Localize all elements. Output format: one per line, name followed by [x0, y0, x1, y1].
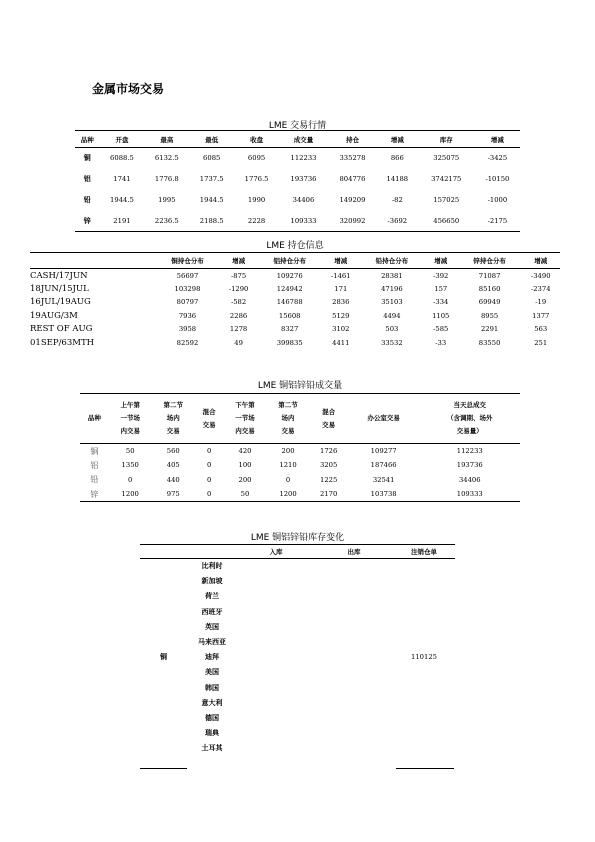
trade-cell: 149209	[339, 196, 366, 204]
stock-in-cell	[237, 695, 315, 710]
metal-name: 铅	[90, 475, 99, 485]
stock-table-row	[140, 559, 455, 574]
stock-in-cell	[237, 619, 315, 634]
trade-header-cell: 收盘	[234, 131, 279, 148]
volume-cell: 1200	[267, 487, 310, 502]
metal-name: 铜	[83, 154, 91, 163]
volume-header-cell: 当天总成交 （含调期、场外 交易量）	[420, 394, 520, 444]
position-cell: -1461	[330, 271, 351, 280]
position-header-cell: 增减	[521, 253, 560, 269]
position-table-row	[30, 323, 560, 337]
stock-left-rule	[140, 768, 187, 769]
stock-header-cell	[187, 545, 237, 559]
trade-cell: 804776	[339, 175, 366, 183]
position-cell: 8955	[480, 311, 499, 320]
position-cell: 4494	[383, 311, 401, 320]
volume-cell: 0	[206, 475, 212, 484]
trade-table-row	[75, 211, 520, 232]
position-cell: 1377	[532, 311, 550, 320]
volume-table-row	[80, 473, 520, 488]
position-cell: 3958	[178, 325, 197, 334]
trade-cell: 6095	[247, 154, 266, 163]
position-cell: -2374	[530, 284, 551, 293]
position-cell: 28381	[381, 271, 403, 280]
stock-table-row	[140, 589, 455, 604]
stock-in-cell	[237, 726, 315, 741]
cancelled-warrant-cell	[393, 589, 455, 604]
stock-table-row	[140, 726, 455, 741]
position-cell: 33532	[381, 338, 403, 347]
position-cell: 56697	[176, 271, 199, 280]
position-cell: 69949	[478, 298, 501, 307]
trade-header-cell: 品种	[75, 131, 100, 148]
position-cell: -33	[435, 338, 447, 347]
stock-in-cell	[237, 589, 315, 604]
stock-out-cell	[315, 665, 393, 680]
position-cell: 85160	[478, 284, 501, 293]
stock-table-row	[140, 741, 455, 756]
volume-cell: 440	[166, 475, 180, 484]
stock-out-cell	[315, 650, 393, 665]
position-cell: 15608	[278, 311, 301, 320]
volume-table	[80, 393, 520, 502]
cancelled-warrant-cell	[393, 741, 455, 756]
trade-cell: 193736	[290, 175, 317, 183]
trade-cell: 2188.5	[189, 211, 234, 232]
warehouse-location: 美国	[205, 668, 219, 677]
volume-cell: 193736	[456, 461, 483, 470]
position-cell: 47196	[381, 284, 403, 293]
stock-table-row	[140, 634, 455, 649]
volume-cell: 109333	[420, 487, 520, 502]
volume-table-row	[80, 458, 520, 473]
stock-table-title: LME 铜铝锌铅库存变化	[250, 533, 345, 543]
position-cell: 8327	[281, 325, 299, 334]
trade-cell: 14188	[386, 175, 409, 183]
position-header-cell: 增减	[219, 253, 257, 269]
stock-in-cell	[237, 634, 315, 649]
warehouse-location: 意大利	[201, 698, 223, 707]
stock-table-row	[140, 680, 455, 695]
stock-in-cell	[237, 680, 315, 695]
trade-cell: -1000	[487, 196, 508, 204]
warehouse-location: 比利时	[201, 562, 223, 571]
volume-cell: 1726	[320, 447, 338, 455]
stock-table-row	[140, 665, 455, 680]
volume-cell: 1350	[121, 461, 139, 470]
volume-header-cell: 品种	[80, 394, 109, 444]
trade-table-row	[75, 190, 520, 211]
position-header-cell: 铝持仓分布	[258, 253, 322, 269]
volume-cell: 34406	[458, 475, 481, 484]
warehouse-location: 土耳其	[201, 744, 223, 753]
stock-out-cell	[315, 695, 393, 710]
position-header-cell	[30, 253, 156, 269]
position-cell: -19	[535, 298, 547, 307]
position-cell: 2286	[229, 311, 248, 320]
volume-cell: 560	[166, 447, 180, 455]
trade-cell: -82	[391, 196, 403, 204]
trade-table-title: LME 交易行情	[268, 121, 327, 131]
warehouse-location: 迪拜	[205, 653, 219, 662]
trade-cell: 6085	[203, 154, 221, 163]
volume-cell: 112233	[456, 447, 483, 455]
volume-cell: 3205	[320, 461, 338, 470]
cancelled-warrant-cell	[393, 634, 455, 649]
position-header-cell: 增减	[424, 253, 458, 269]
stock-table-row	[140, 695, 455, 710]
stock-out-cell	[315, 634, 393, 649]
stock-in-cell	[237, 741, 315, 756]
cancelled-warrant-cell: 110125	[411, 653, 437, 662]
trade-table	[75, 130, 520, 232]
position-cell: 563	[534, 325, 548, 334]
volume-cell: 0	[285, 475, 291, 484]
cancelled-warrant-cell	[393, 559, 455, 574]
trade-cell: -3692	[377, 211, 418, 232]
trade-cell: 320992	[328, 211, 377, 232]
volume-cell: 1210	[279, 461, 297, 470]
trade-cell: 1944.5	[110, 196, 134, 204]
volume-cell: 1200	[109, 487, 152, 502]
stock-out-cell	[315, 741, 393, 756]
trade-cell: 325075	[433, 154, 460, 163]
stock-in-cell	[237, 665, 315, 680]
volume-header-cell: 办公室交易	[348, 394, 420, 444]
contract-period: CASH/17JUN	[30, 270, 88, 281]
position-table-row	[30, 282, 560, 296]
trade-header-cell: 最高	[144, 131, 189, 148]
trade-cell: 2228	[234, 211, 279, 232]
position-cell: -3490	[530, 271, 551, 280]
position-cell: 171	[334, 284, 348, 293]
stock-header-cell: 入库	[237, 545, 315, 559]
trade-header-cell: 持仓	[328, 131, 377, 148]
stock-table-row	[140, 710, 455, 725]
position-table-row	[30, 336, 560, 350]
position-cell: 49	[234, 338, 243, 347]
warehouse-location: 德国	[205, 713, 219, 722]
position-cell: 2291	[480, 325, 499, 334]
trade-cell: 3742175	[431, 175, 462, 183]
trade-cell: 1737.5	[199, 175, 224, 183]
contract-period: 18JUN/15JUL	[30, 283, 89, 294]
trade-cell: 1776.8	[154, 175, 179, 183]
warehouse-location: 韩国	[205, 683, 219, 692]
stock-out-cell	[315, 559, 393, 574]
volume-table-row	[80, 487, 520, 502]
trade-cell: 1944.5	[199, 196, 224, 204]
trade-cell: -2175	[475, 211, 520, 232]
volume-cell: 0	[128, 475, 133, 484]
stock-out-cell	[315, 574, 393, 589]
trade-header-cell: 增减	[475, 131, 520, 148]
position-cell: 2836	[332, 298, 350, 307]
stock-out-cell	[315, 604, 393, 619]
cancelled-warrant-cell	[393, 726, 455, 741]
stock-in-cell	[237, 604, 315, 619]
trade-header-cell: 库存	[418, 131, 475, 148]
volume-cell: 0	[195, 487, 224, 502]
contract-period: 19AUG/3M	[30, 310, 78, 321]
stock-in-cell	[237, 650, 315, 665]
warehouse-location: 荷兰	[205, 592, 219, 601]
volume-cell: 420	[238, 447, 252, 455]
volume-header-cell: 混合 交易	[310, 394, 348, 444]
volume-cell: 100	[238, 461, 252, 470]
page-title: 金属市场交易	[92, 82, 165, 96]
stock-header-cell: 注销仓单	[393, 545, 455, 559]
trade-cell: -10150	[485, 175, 510, 183]
trade-cell: 2191	[100, 211, 145, 232]
position-cell: -334	[433, 298, 449, 307]
warehouse-location: 瑞典	[205, 729, 219, 738]
position-header-cell: 锌持仓分布	[458, 253, 522, 269]
stock-header-cell	[140, 545, 187, 559]
cancelled-warrant-cell	[393, 710, 455, 725]
volume-table-title: LME 铜铝锌铅成交量	[257, 381, 343, 391]
stock-out-cell	[315, 619, 393, 634]
warehouse-location: 马来西亚	[198, 638, 226, 647]
position-cell: 4411	[332, 338, 350, 347]
position-table-title: LME 持仓信息	[266, 241, 324, 251]
position-table-row	[30, 309, 560, 323]
trade-cell: 109333	[279, 211, 328, 232]
cancelled-warrant-cell	[393, 619, 455, 634]
position-cell: -392	[433, 271, 449, 280]
trade-cell: 2236.5	[144, 211, 189, 232]
warehouse-location: 西班牙	[201, 607, 223, 616]
position-cell: 83550	[478, 338, 501, 347]
volume-cell: 32541	[372, 475, 395, 484]
trade-header-cell: 成交量	[279, 131, 328, 148]
position-cell: 103298	[174, 284, 201, 293]
position-cell: 251	[534, 338, 548, 347]
metal-name: 锌	[75, 211, 100, 232]
position-cell: -875	[230, 271, 247, 280]
trade-header-cell: 最低	[189, 131, 234, 148]
position-cell: 82592	[176, 338, 199, 347]
position-cell: 1278	[229, 325, 248, 334]
trade-cell: 335278	[339, 154, 366, 163]
trade-cell: 1995	[158, 196, 176, 204]
volume-cell: 187466	[370, 461, 397, 470]
cancelled-warrant-cell	[393, 574, 455, 589]
volume-cell: 50	[125, 447, 135, 455]
volume-header-cell: 第二节 场内 交易	[267, 394, 310, 444]
stock-header-cell: 出库	[315, 545, 393, 559]
trade-cell: 1990	[247, 196, 266, 204]
contract-period: REST OF AUG	[30, 324, 93, 335]
trade-cell: 1741	[113, 175, 131, 183]
cancelled-warrant-cell	[393, 695, 455, 710]
volume-header-cell: 上午第 一节场 内交易	[109, 394, 152, 444]
position-cell: 157	[434, 284, 448, 293]
position-cell: 7936	[178, 311, 197, 320]
volume-cell: 2170	[310, 487, 348, 502]
position-cell: 5129	[332, 311, 350, 320]
position-cell: -582	[230, 298, 247, 307]
volume-cell: 50	[223, 487, 266, 502]
position-table	[30, 252, 560, 350]
position-cell: 35103	[381, 298, 403, 307]
stock-table	[140, 544, 455, 756]
cancelled-warrant-cell	[393, 604, 455, 619]
trade-header-cell: 开盘	[100, 131, 145, 148]
position-cell: 71087	[478, 271, 501, 280]
position-header-cell: 铅持仓分布	[360, 253, 424, 269]
position-cell: -585	[433, 325, 449, 334]
stock-out-cell	[315, 726, 393, 741]
trade-cell: 6132.5	[154, 154, 179, 163]
trade-header-cell: 增减	[377, 131, 418, 148]
position-cell: -1290	[228, 284, 249, 293]
position-cell: 3102	[332, 325, 350, 334]
volume-cell: 975	[152, 487, 195, 502]
volume-header-cell: 混合 交易	[195, 394, 224, 444]
stock-table-row	[140, 604, 455, 619]
position-cell: 109276	[276, 271, 303, 280]
metal-name: 铝	[90, 460, 99, 470]
volume-cell: 0	[206, 447, 212, 455]
volume-cell: 103738	[348, 487, 420, 502]
position-table-row	[30, 296, 560, 310]
position-cell: 80797	[176, 298, 199, 307]
contract-period: 01SEP/63MTH	[30, 337, 95, 348]
stock-right-rule	[396, 768, 454, 769]
stock-table-row	[140, 574, 455, 589]
stock-out-cell	[315, 710, 393, 725]
trade-cell: 6088.5	[110, 154, 134, 163]
volume-cell: 200	[238, 475, 252, 484]
metal-name: 铜	[160, 653, 167, 662]
metal-name: 铅	[83, 196, 91, 204]
stock-table-row	[140, 650, 455, 665]
metal-name: 铝	[83, 175, 91, 183]
metal-name: 锌	[80, 487, 109, 502]
volume-table-row	[80, 444, 520, 459]
warehouse-location: 新加坡	[201, 577, 223, 586]
volume-cell: 109277	[370, 447, 397, 455]
trade-table-row	[75, 148, 520, 169]
volume-header-cell: 第二节 场内 交易	[152, 394, 195, 444]
metal-name: 铜	[90, 446, 99, 456]
volume-header-cell: 下午第 一节场 内交易	[223, 394, 266, 444]
trade-cell: 1776.5	[244, 175, 269, 183]
volume-cell: 405	[166, 461, 180, 470]
cancelled-warrant-cell	[393, 680, 455, 695]
position-cell: 503	[385, 325, 399, 334]
trade-table-row	[75, 169, 520, 190]
trade-cell: 112233	[290, 154, 317, 163]
stock-out-cell	[315, 589, 393, 604]
trade-cell: 456650	[418, 211, 475, 232]
position-cell: 124942	[276, 284, 303, 293]
stock-in-cell	[237, 559, 315, 574]
stock-out-cell	[315, 680, 393, 695]
stock-in-cell	[237, 574, 315, 589]
position-header-cell: 增减	[322, 253, 360, 269]
cancelled-warrant-cell	[393, 665, 455, 680]
trade-cell: -3425	[487, 154, 508, 163]
position-cell: 399835	[276, 338, 303, 347]
stock-table-row	[140, 619, 455, 634]
position-cell: 146788	[276, 298, 303, 307]
volume-cell: 1225	[320, 475, 338, 484]
stock-in-cell	[237, 710, 315, 725]
trade-cell: 866	[390, 154, 404, 163]
trade-cell: 34406	[292, 196, 315, 204]
position-table-row	[30, 269, 560, 283]
warehouse-location: 英国	[205, 622, 219, 631]
contract-period: 16JUL/19AUG	[30, 297, 91, 308]
volume-cell: 200	[281, 447, 295, 455]
volume-cell: 0	[206, 461, 212, 470]
position-header-cell: 铜持仓分布	[156, 253, 220, 269]
trade-cell: 157025	[433, 196, 460, 204]
position-cell: 1105	[432, 311, 450, 320]
